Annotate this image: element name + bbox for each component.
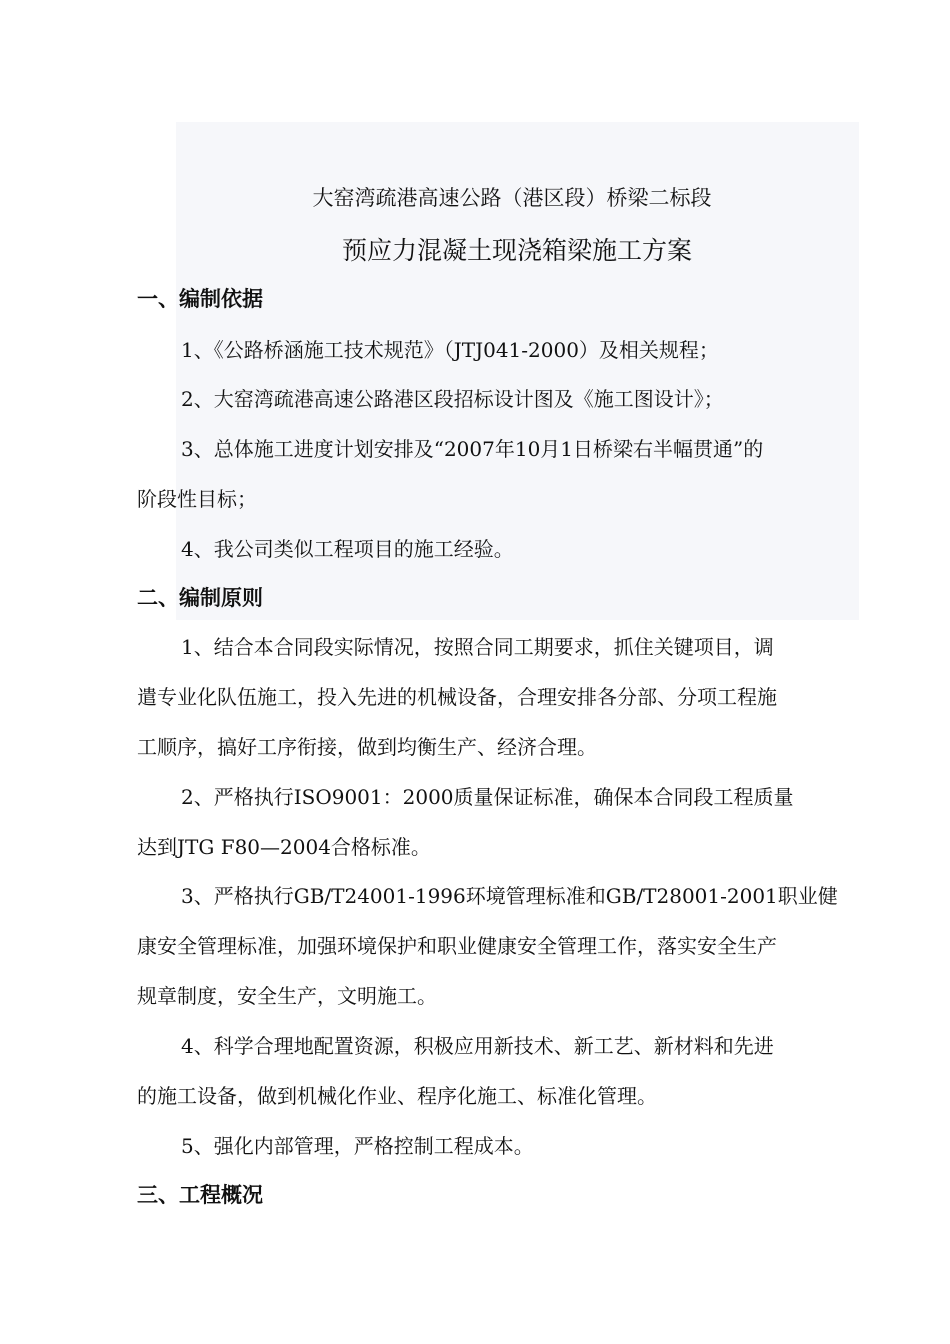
basis-item-4: 4、我公司类似工程项目的施工经验。 xyxy=(181,537,514,561)
principle-4-line-1: 4、科学合理地配置资源，积极应用新技术、新工艺、新材料和先进 xyxy=(181,1034,774,1058)
basis-item-3-cont: 阶段性目标； xyxy=(137,487,257,511)
section-heading-principles: 二、编制原则 xyxy=(137,586,263,610)
principle-4-line-2: 的施工设备，做到机械化作业、程序化施工、标准化管理。 xyxy=(137,1084,657,1108)
section-heading-basis: 一、编制依据 xyxy=(137,287,263,311)
principle-3-line-3: 规章制度，安全生产，文明施工。 xyxy=(137,984,437,1008)
principle-1-line-1: 1、结合本合同段实际情况，按照合同工期要求，抓住关键项目，调 xyxy=(181,635,774,659)
basis-item-3: 3、总体施工进度计划安排及“2007年10月1日桥梁右半幅贯通”的 xyxy=(181,437,764,461)
principle-3-line-2: 康安全管理标准，加强环境保护和职业健康安全管理工作，落实安全生产 xyxy=(137,934,777,958)
principle-1-line-3: 工顺序，搞好工序衔接，做到均衡生产、经济合理。 xyxy=(137,735,597,759)
basis-item-2: 2、大窑湾疏港高速公路港区段招标设计图及《施工图设计》； xyxy=(181,387,724,411)
principle-2-line-2: 达到JTG F80—2004合格标准。 xyxy=(137,835,431,859)
principle-5: 5、强化内部管理，严格控制工程成本。 xyxy=(181,1134,534,1158)
section-heading-overview: 三、工程概况 xyxy=(137,1183,263,1207)
principle-2-line-1: 2、严格执行ISO9001：2000质量保证标准，确保本合同段工程质量 xyxy=(181,785,794,809)
document-subtitle: 预应力混凝土现浇箱梁施工方案 xyxy=(341,236,692,265)
principle-3-line-1: 3、严格执行GB/T24001-1996环境管理标准和GB/T28001-2001职业健 xyxy=(181,884,838,908)
principle-1-line-2: 遣专业化队伍施工，投入先进的机械设备，合理安排各分部、分项工程施 xyxy=(137,685,777,709)
basis-item-1: 1、《公路桥涵施工技术规范》（JTJ041-2000）及相关规程； xyxy=(181,338,719,362)
document-title: 大窑湾疏港高速公路（港区段）桥梁二标段 xyxy=(312,186,712,210)
